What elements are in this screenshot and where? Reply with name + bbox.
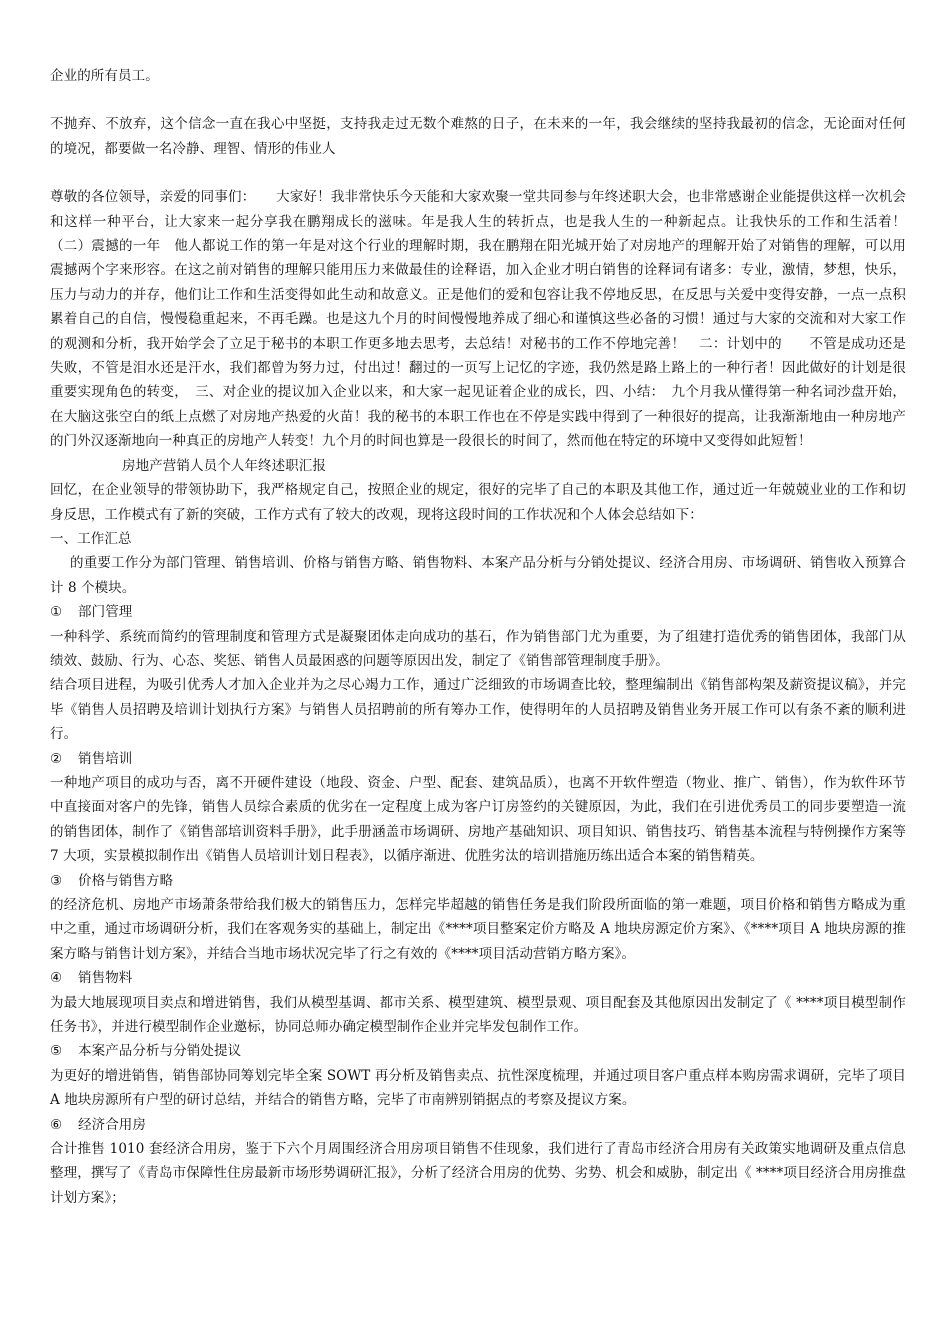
paragraph-affordable-housing: 合计推售 1010 套经济合用房，鉴于下六个月周围经济合用房项目销售不佳现象，我们进行了青岛市经济合用房有关政策实地调研及重点信息整理，撰写了《青岛市保障性住房最新市场形势调研汇报》，分析了经济合用房的优势、劣势、机会和威胁，制定出《 ****项目经济合用房推盘计划方案》； <box>50 1141 906 1206</box>
subsection-title: 本案产品分析与分销处提议 <box>78 1043 242 1060</box>
report-title: 房地产营销人员个人年终述职汇报 <box>122 457 326 474</box>
paragraph-speech: 尊敬的各位领导，亲爱的同事们： 大家好！我非常快乐今天能和大家欢聚一堂共同参与年终述职大会，也非常感谢企业能提供这样一次机会和这样一种平台，让大家来一起分享我在鹏翔成长的滋味。年是我人生的转折点，也是我人生的一种新起点。让我快乐的工作和生活着！ （二）震撼的一年 他人都说工作的第一年是对这个行业的理解时期，我在鹏翔在阳光城开始了对房地产的理解开始了对销售的理解，可以用震撼两个字来形容。在这之前对销售的理解只能用压力来做最佳的诠释语，加入企业才明白销售的诠释词有诸多：专业，激情，梦想，快乐，压力与动力的并存，他们让工作和生活变得如此生动和故意义。正是他们的爱和包容让我不停地反思，在反思与关爱中变得安静，一点一点积累着自己的自信，慢慢稳重起来，不再毛躁。也是这九个月的时间慢慢地养成了细心和谨慎这些必备的习惯！通过与大家的交流和对大家工作的观测和分析，我开始学会了立足于秘书的本职工作更多地去思考，去总结！对秘书的工作不停地完善！ 二：计划中的 不管是成功还是失败，不管是泪水还是汗水，我们都曾为努力过，付出过！翻过的一页写上记忆的字迹，我仍然是路上路上的一种行者！因此做好的计划是很重要实现角色的转变， 三、对企业的提议加入企业以来，和大家一起见证着企业的成长，四、小结： 九个月我从懂得第一种名词沙盘开始，在大脑这张空白的纸上点燃了对房地产热爱的火苗！我的秘书的本职工作也在不停是实践中得到了一种很好的提高，让我渐渐地由一种房地产的门外汉逐渐地向一种真正的房地产人转变！九个月的时间也算是一段很长的时间了，然而他在特定的环境中又变得如此短暂！ <box>50 189 934 450</box>
subsection-heading-training <box>50 747 906 771</box>
circled-number: ② <box>50 750 63 767</box>
circled-number: ③ <box>50 872 63 889</box>
subsection-title: 销售物料 <box>78 970 133 987</box>
subsection-heading-materials <box>50 966 906 990</box>
subsection-title: 部门管理 <box>78 604 133 621</box>
section-heading-work-summary: 一、工作汇总 <box>50 530 132 547</box>
spacer <box>50 88 906 112</box>
circled-number: ⑥ <box>50 1116 63 1133</box>
paragraph-department-1: 一种科学、系统而简约的管理制度和管理方式是凝聚团体走向成功的基石，作为销售部门尤为重要，为了组建打造优秀的销售团体，我部门从绩效、鼓励、行为、心态、奖惩、销售人员最困惑的问题等原因出发，制定了《销售部管理制度手册》。 <box>50 628 906 669</box>
circled-number: ① <box>50 604 63 621</box>
paragraph-review: 回忆，在企业领导的带领协助下，我严格规定自己，按照企业的规定，很好的完毕了自己的本职及其他工作，通过近一年兢兢业业的工作和切身反思，工作模式有了新的突破，工作方式有了较大的改观，现将这段时间的工作状况和个人体会总结如下： <box>50 482 906 523</box>
paragraph-product-analysis: 为更好的增进销售，销售部协同筹划完毕全案 SOWT 再分析及销售卖点、抗性深度梳理，并通过项目客户重点样本购房需求调研，完毕了项目 A 地块房源所有户型的研讨总结，并结合的销售方略，完毕了市南辨别销据点的考察及提议方案。 <box>50 1067 906 1109</box>
paragraph-modules: 的重要工作分为部门管理、销售培训、价格与销售方略、销售物料、本案产品分析与分销处提议、经济合用房、市场调研、销售收入预算合计 8 个模块。 <box>50 555 906 596</box>
paragraph-belief: 不抛弃、不放弃，这个信念一直在我心中坚挺，支持我走过无数个难熬的日子，在未来的一年，我会继续的坚持我最初的信念，无论面对任何的境况，都要做一名冷静、理智、情形的伟业人 <box>50 116 906 157</box>
subsection-heading-pricing <box>50 869 906 893</box>
paragraph-intro-end: 企业的所有员工。 <box>50 68 159 84</box>
subsection-title: 销售培训 <box>78 750 133 767</box>
subsection-heading-department <box>50 600 906 624</box>
spacer <box>50 161 906 185</box>
subsection-heading-affordable-housing <box>50 1113 906 1137</box>
circled-number: ④ <box>50 970 63 987</box>
paragraph-training: 一种地产项目的成功与否，离不开硬件建设（地段、资金、户型、配套、建筑品质），也离不开软件塑造（物业、推广、销售），作为软件环节中直接面对客户的先锋，销售人员综合素质的优劣在一定程度上成为客户订房签约的关键原因，为此，我们在引进优秀员工的同步要塑造一流的销售团体，制作了《销售部培训资料手册》，此手册涵盖市场调研、房地产基础知识、项目知识、销售技巧、销售基本流程与特例操作方案等 7 大项，实景模拟制作出《销售人员培训计划日程表》，以循序渐进、优胜劣汰的培训措施历练出适合本案的销售精英。 <box>50 774 906 865</box>
paragraph-pricing: 的经济危机、房地产市场萧条带给我们极大的销售压力，怎样完毕超越的销售任务是我们阶段所面临的第一难题，项目价格和销售方略成为重中之重，通过市场调研分析，我们在客观务实的基础上，制定出《****项目整案定价方略及 A 地块房源定价方案》、《****项目 A 地块房源的推案方略与销售计划方案》，并结合当地市场状况完毕了行之有效的《****项目活动营销方略方案》。 <box>50 897 906 962</box>
paragraph-department-2: 结合项目进程，为吸引优秀人才加入企业并为之尽心竭力工作，通过广泛细致的市场调查比较，整理编制出《销售部构架及薪资提议稿》，并完毕《销售人员招聘及培训计划执行方案》与销售人员招聘前的所有筹办工作，使得明年的人员招聘及销售业务开展工作可以有条不紊的顺利进行。 <box>50 677 906 743</box>
subsection-title: 价格与销售方略 <box>78 872 174 889</box>
subsection-title: 经济合用房 <box>78 1116 146 1133</box>
subsection-heading-product-analysis <box>50 1039 906 1063</box>
circled-number: ⑤ <box>50 1043 63 1060</box>
paragraph-materials: 为最大地展现项目卖点和增进销售，我们从模型基调、都市关系、模型建筑、模型景观、项目配套及其他原因出发制定了《 ****项目模型制作任务书》，并进行模型制作企业邀标，协同总师办确定模型制作企业并完毕发包制作工作。 <box>50 994 906 1036</box>
